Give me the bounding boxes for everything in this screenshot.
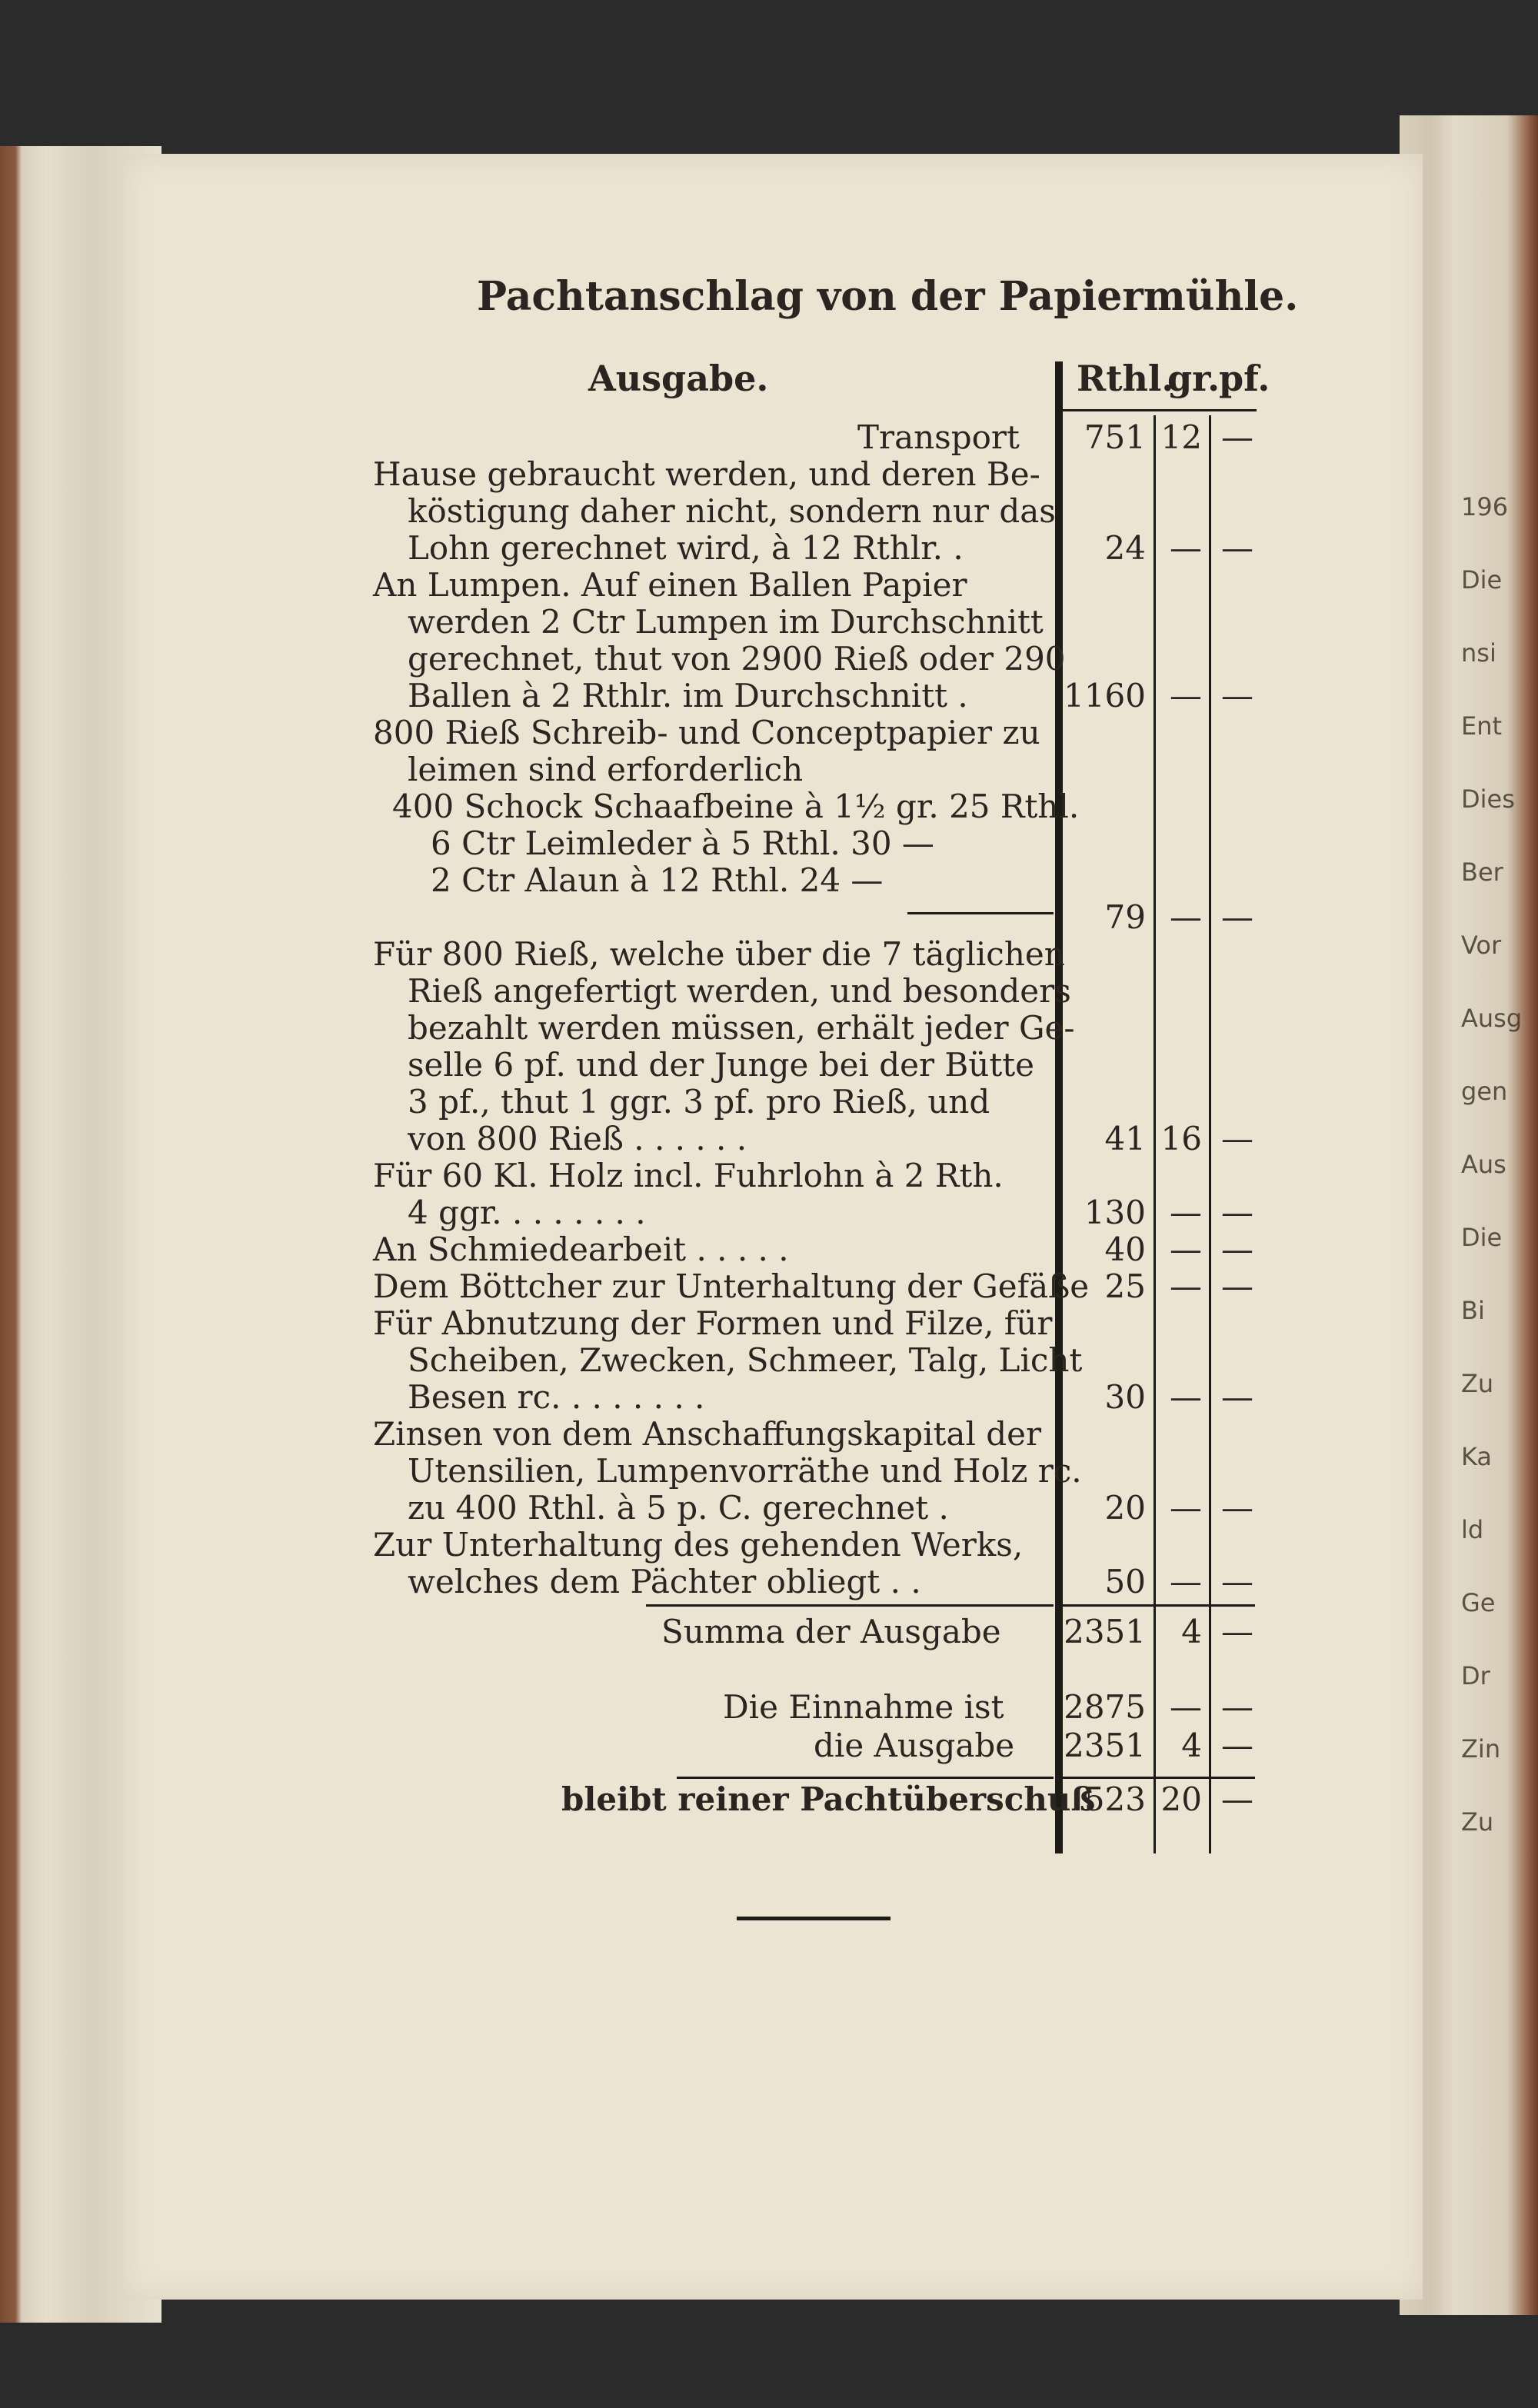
ausgabe-line: 2 Ctr Alaun à 12 Rthl. 24 — [431, 861, 884, 899]
facing-page-fragment: Ka [1461, 1442, 1493, 1471]
ledger-rule-gr-pf [1209, 415, 1211, 1853]
header-underline [1063, 409, 1257, 411]
surplus-rule-left [677, 1777, 1054, 1779]
amount-pf: — [1221, 898, 1253, 936]
surplus-rule-right [1063, 1777, 1255, 1779]
total-rthl: 2351 [1064, 1613, 1146, 1650]
facing-page-fragment: nsi [1461, 638, 1496, 668]
ausgabe-line: 800 Rieß Schreib- und Conceptpapier zu [373, 714, 1040, 751]
facing-page-fragment: gen [1461, 1077, 1508, 1106]
amount-gr: — [1170, 1267, 1202, 1305]
amount-gr: — [1170, 1489, 1202, 1527]
ausgabe-line: 400 Schock Schaafbeine à 1½ gr. 25 Rthl. [392, 788, 1080, 825]
end-rule [737, 1917, 891, 1920]
ausgabe-line: Transport [857, 418, 1020, 456]
ausgabe-line: zu 400 Rthl. à 5 p. C. gerechnet . [408, 1489, 949, 1527]
amount-rthl: 751 [1084, 418, 1146, 456]
ausgabe-line: selle 6 pf. und der Junge bei der Bütte [408, 1046, 1034, 1084]
amount-rthl: 50 [1104, 1563, 1146, 1600]
amount-rthl: 25 [1104, 1267, 1146, 1305]
amount-rthl: 30 [1104, 1378, 1146, 1416]
facing-page-fragment: Ent [1461, 711, 1503, 741]
amount-gr: 12 [1160, 418, 1202, 456]
facing-page-fragment: Aus [1461, 1150, 1506, 1179]
amount-pf: — [1221, 677, 1253, 714]
facing-page-fragment: Bi [1461, 1296, 1485, 1325]
amount-pf: — [1221, 1194, 1253, 1231]
ausgabe-line: An Lumpen. Auf einen Ballen Papier [373, 566, 967, 604]
ausgabe-line: 4 ggr. . . . . . . . [408, 1194, 646, 1231]
facing-page-fragment: Vor [1461, 931, 1502, 960]
ausgabe-line: welches dem Pächter obliegt . . [408, 1563, 921, 1600]
total-rule-left [646, 1604, 1054, 1607]
column-head-rthl: Rthl. [1077, 358, 1174, 399]
total-gr: 4 [1181, 1613, 1202, 1650]
ausgabe-line: gerechnet, thut von 2900 Rieß oder 290 [408, 640, 1066, 678]
ledger-left-rule [1055, 361, 1063, 1853]
amount-rthl: 40 [1104, 1231, 1146, 1268]
amount-rthl: 24 [1104, 529, 1146, 567]
page-title: Pachtanschlag von der Papiermühle. [477, 273, 1299, 320]
amount-pf: — [1221, 1489, 1253, 1527]
ausgabe-line: Scheiben, Zwecken, Schmeer, Talg, Licht [408, 1341, 1083, 1379]
facing-page-fragment: Dr [1461, 1661, 1490, 1690]
amount-pf: — [1221, 529, 1253, 567]
facing-page-fragment: Zu [1461, 1369, 1494, 1398]
facing-page-fragment: Ausg [1461, 1004, 1523, 1033]
ausgabe-line: Für 60 Kl. Holz incl. Fuhrlohn à 2 Rth. [373, 1157, 1004, 1194]
ausgabe-line: Rieß angefertigt werden, und besonders [408, 972, 1071, 1010]
ausgabe-line: Für 800 Rieß, welche über die 7 täglichen [373, 935, 1065, 973]
ausgabe-line: Zur Unterhaltung des gehenden Werks, [373, 1526, 1024, 1564]
amount-rthl: 79 [1104, 898, 1146, 936]
total-rule-right [1063, 1604, 1255, 1607]
amount-pf: — [1221, 1378, 1253, 1416]
amount-pf: — [1221, 1231, 1253, 1268]
facing-page-fragment: 196 [1461, 492, 1509, 521]
facing-page-fragment: Dies [1461, 784, 1515, 814]
column-head-pf: pf. [1219, 358, 1270, 399]
total-pf: — [1221, 1613, 1253, 1650]
ausgabe-line: 6 Ctr Leimleder à 5 Rthl. 30 — [431, 824, 934, 862]
ausgabe-line: Hause gebraucht werden, und deren Be- [373, 455, 1040, 493]
surplus-label: bleibt reiner Pachtüberschuß [561, 1780, 1096, 1818]
ausgabe-line: köstigung daher nicht, sondern nur das [408, 492, 1056, 530]
facing-page-fragment: Ber [1461, 858, 1503, 887]
amount-gr: — [1170, 677, 1202, 714]
ausgabe-line: 3 pf., thut 1 ggr. 3 pf. pro Rieß, und [408, 1083, 990, 1121]
expense-gr: 4 [1181, 1727, 1202, 1764]
ausgabe-line: Lohn gerechnet wird, à 12 Rthlr. . [408, 529, 964, 567]
surplus-gr: 20 [1160, 1780, 1202, 1818]
expense-pf: — [1221, 1727, 1253, 1764]
subtotal-rule [907, 912, 1054, 914]
total-label: Summa der Ausgabe [661, 1613, 1001, 1650]
facing-page-fragment: Zin [1461, 1734, 1501, 1764]
facing-page-fragment: Ge [1461, 1588, 1496, 1617]
amount-pf: — [1221, 418, 1253, 456]
facing-page-fragment: ld [1461, 1515, 1484, 1544]
ausgabe-line: Ballen à 2 Rthlr. im Durchschnitt . [408, 677, 968, 714]
amount-rthl: 130 [1084, 1194, 1146, 1231]
amount-gr: — [1170, 898, 1202, 936]
income-gr: — [1170, 1688, 1202, 1726]
ausgabe-line: leimen sind erforderlich [408, 751, 804, 788]
income-rthl: 2875 [1064, 1688, 1146, 1726]
income-label: Die Einnahme ist [723, 1688, 1004, 1726]
ausgabe-line: Zinsen von dem Anschaffungskapital der [373, 1415, 1042, 1453]
amount-rthl: 1160 [1064, 677, 1146, 714]
income-pf: — [1221, 1688, 1253, 1726]
amount-pf: — [1221, 1267, 1253, 1305]
amount-gr: — [1170, 1378, 1202, 1416]
amount-gr: 16 [1160, 1120, 1202, 1157]
amount-pf: — [1221, 1563, 1253, 1600]
ledger-rule-rthl-gr [1154, 415, 1156, 1853]
ausgabe-line: werden 2 Ctr Lumpen im Durchschnitt [408, 603, 1044, 641]
amount-pf: — [1221, 1120, 1253, 1157]
amount-gr: — [1170, 1563, 1202, 1600]
ausgabe-line: Utensilien, Lumpenvorräthe und Holz rc. [408, 1452, 1082, 1490]
ausgabe-line: Dem Böttcher zur Unterhaltung der Gefäße [373, 1267, 1090, 1305]
expense-label: die Ausgabe [814, 1727, 1015, 1764]
ausgabe-line: von 800 Rieß . . . . . . [408, 1120, 747, 1157]
ausgabe-line: Für Abnutzung der Formen und Filze, für [373, 1304, 1053, 1342]
column-head-gr: gr. [1167, 358, 1220, 399]
surplus-rthl: 523 [1084, 1780, 1146, 1818]
ausgabe-line: Besen rc. . . . . . . . [408, 1378, 705, 1416]
facing-page-fragment: Die [1461, 565, 1503, 595]
ausgabe-line: bezahlt werden müssen, erhält jeder Ge- [408, 1009, 1075, 1047]
amount-gr: — [1170, 529, 1202, 567]
surplus-pf: — [1221, 1780, 1253, 1818]
expense-rthl: 2351 [1064, 1727, 1146, 1764]
amount-rthl: 20 [1104, 1489, 1146, 1527]
facing-page-fragment: Die [1461, 1223, 1503, 1252]
amount-gr: — [1170, 1194, 1202, 1231]
amount-rthl: 41 [1104, 1120, 1146, 1157]
ausgabe-line: An Schmiedearbeit . . . . . [373, 1231, 789, 1268]
facing-page-fragment: Zu [1461, 1807, 1494, 1837]
amount-gr: — [1170, 1231, 1202, 1268]
section-heading: Ausgabe. [588, 358, 769, 399]
